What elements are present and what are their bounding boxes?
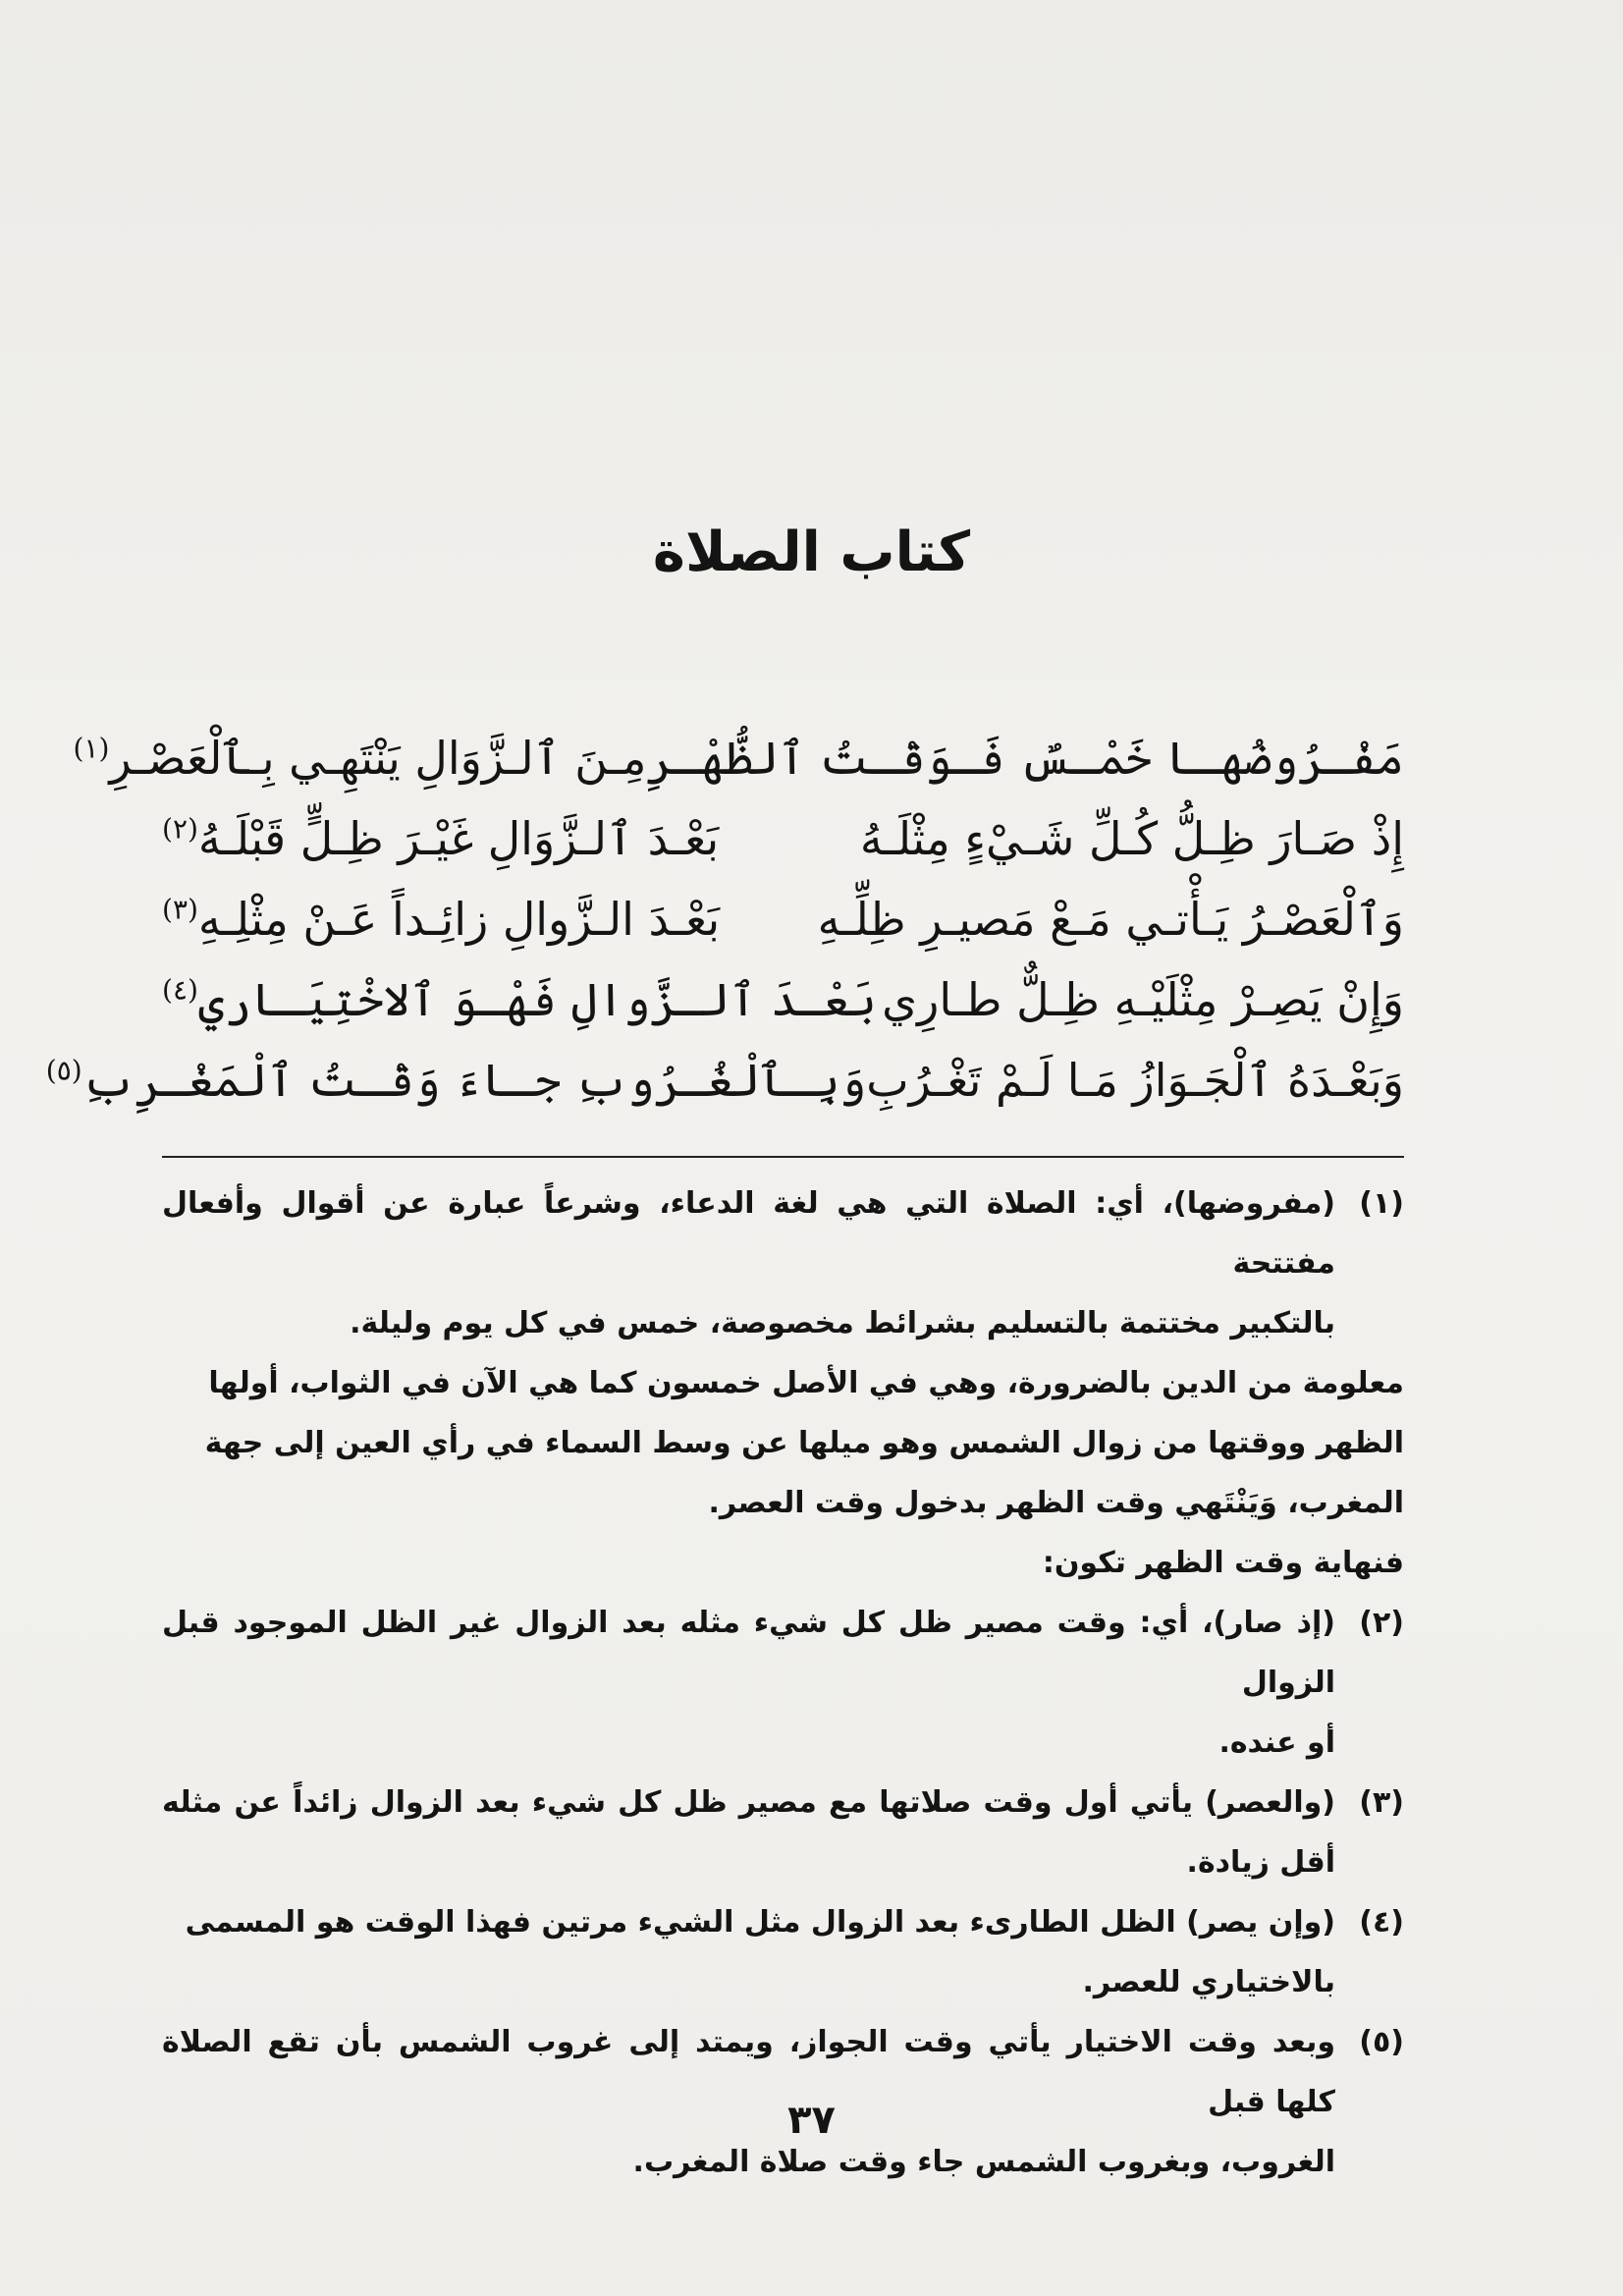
verse-first-hemistich: وَإِنْ يَصِـرْ مِثْلَيْـهِ ظِـلٌّ طـارِي (882, 973, 1404, 1026)
footnote-ref: (١) (73, 732, 110, 765)
footnote-body (162, 1773, 1335, 1892)
footnote-line: الظهر ووقتها من زوال الشمس وهو ميلها عن وسط السماء في رأي العين إلى جهة (204, 1426, 1404, 1460)
verse-first-hemistich: مَفْـرُوضُهـا خَمْـسٌ فَـوَقْـتُ ٱلظُّهْـرِ (646, 732, 1404, 785)
footnote-number: (٤) (1359, 1905, 1404, 1940)
verse-second-hemistich (73, 732, 646, 785)
footnote-divider (162, 1156, 1404, 1158)
footnote-line: فنهاية وقت الظهر تكون: (1042, 1546, 1404, 1580)
hemistich-text: وَبِـٱلْغُـرُوبِ جـاءَ وَقْـتُ ٱلْمَغْـرِبِ (81, 1054, 867, 1107)
footnote-1 (162, 1174, 1404, 1353)
verse-second-hemistich (162, 973, 877, 1026)
verse-first-hemistich: وَٱلْعَصْـرُ يَـأْتـي مَـعْ مَصيـرِ ظِلِّـهِ (817, 893, 1404, 946)
footnote-line: الغروب، وبغروب الشمس جاء وقت صلاة المغرب. (632, 2145, 1335, 2179)
verse-line (162, 893, 1404, 973)
footnote-3 (162, 1773, 1404, 1892)
verse-second-hemistich (162, 893, 720, 946)
footnote-line: (مفروضها)، أي: الصلاة التي هي لغة الدعاء، وشرعاً عبارة عن أقوال وأفعال مفتتحة (162, 1186, 1335, 1281)
footnote-line: بالتكبير مختتمة بالتسليم بشرائط مخصوصة، خمس في كل يوم وليلة. (350, 1306, 1335, 1340)
footnote-number: (٣) (1359, 1785, 1404, 1820)
footnote-ref: (٣) (162, 893, 198, 926)
verse-second-hemistich (162, 812, 719, 865)
poem-verses (45, 732, 1404, 1134)
footnote-number: (١) (1359, 1186, 1404, 1221)
footnote-line: (إذ صار)، أي: وقت مصير ظل كل شيء مثله بعد الزوال غير الظل الموجود قبل الزوال (162, 1606, 1335, 1700)
verse-line (162, 973, 1404, 1054)
footnotes (162, 1174, 1404, 2192)
chapter-title: كتاب الصلاة (652, 520, 971, 584)
page-number: ٣٧ (787, 2098, 836, 2143)
footnote-line: معلومة من الدين بالضرورة، وهي في الأصل خمسون كما هي الآن في الثواب، أولها (208, 1366, 1404, 1400)
footnote-number: (٢) (1359, 1606, 1404, 1640)
footnote-line: المغرب، وَيَنْتَهي وقت الظهر بدخول وقت العصر. (708, 1486, 1404, 1520)
verse-line (73, 732, 1404, 812)
footnote-number: (٥) (1359, 2025, 1404, 2059)
footnote-ref: (٥) (45, 1054, 82, 1087)
footnote-4 (162, 1892, 1404, 2012)
footnote-line: أو عنده. (1218, 1725, 1335, 1760)
verse-line (45, 1054, 1404, 1134)
verse-second-hemistich (46, 1054, 866, 1107)
footnote-body (162, 1593, 1335, 1773)
footnote-line: بالاختياري للعصر. (1082, 1965, 1335, 1999)
verse-first-hemistich: إِذْ صَـارَ ظِـلُّ كُـلِّ شَـيْءٍ مِثْلَـهُ (859, 812, 1404, 865)
verse-first-hemistich: وَبَعْـدَهُ ٱلْجَـوَازُ مَـا لَـمْ تَغْـرُبِ (866, 1054, 1404, 1107)
footnote-body (162, 1174, 1335, 1353)
footnote-body (162, 1892, 1335, 2012)
verse-line (162, 812, 1404, 893)
footnote-2 (162, 1593, 1404, 1773)
footnote-line: (والعصر) يأتي أول وقت صلاتها مع مصير ظل كل شيء بعد الزوال زائداً عن مثله أقل زيادة. (162, 1785, 1335, 1880)
hemistich-text: بَعْـدَ ٱلـزَّوالِ فَهْـوَ ٱلاخْتِيَـاري (197, 973, 877, 1026)
footnote-ref: (٢) (162, 812, 198, 846)
hemistich-text: مِـنَ ٱلـزَّوَالِ يَنْتَهِـي بِـٱلْعَصْـرِ (109, 732, 647, 785)
footnote-line: (وإن يصر) الظل الطارىء بعد الزوال مثل الشيء مرتين فهذا الوقت هو المسمى (185, 1905, 1335, 1940)
hemistich-text: بَعْـدَ الـزَّوالِ زائِـداً عَـنْ مِثْلِـهِ (197, 893, 721, 946)
footnote-line: وبعد وقت الاختيار يأتي وقت الجواز، ويمتد إلى غروب الشمس بأن تقع الصلاة كلها قبل (162, 2025, 1335, 2119)
hemistich-text: بَعْـدَ ٱلـزَّوَالِ غَيْـرَ ظِـلٍّ قَبْلَـهُ (197, 812, 720, 865)
footnote-ref: (٤) (162, 973, 198, 1007)
